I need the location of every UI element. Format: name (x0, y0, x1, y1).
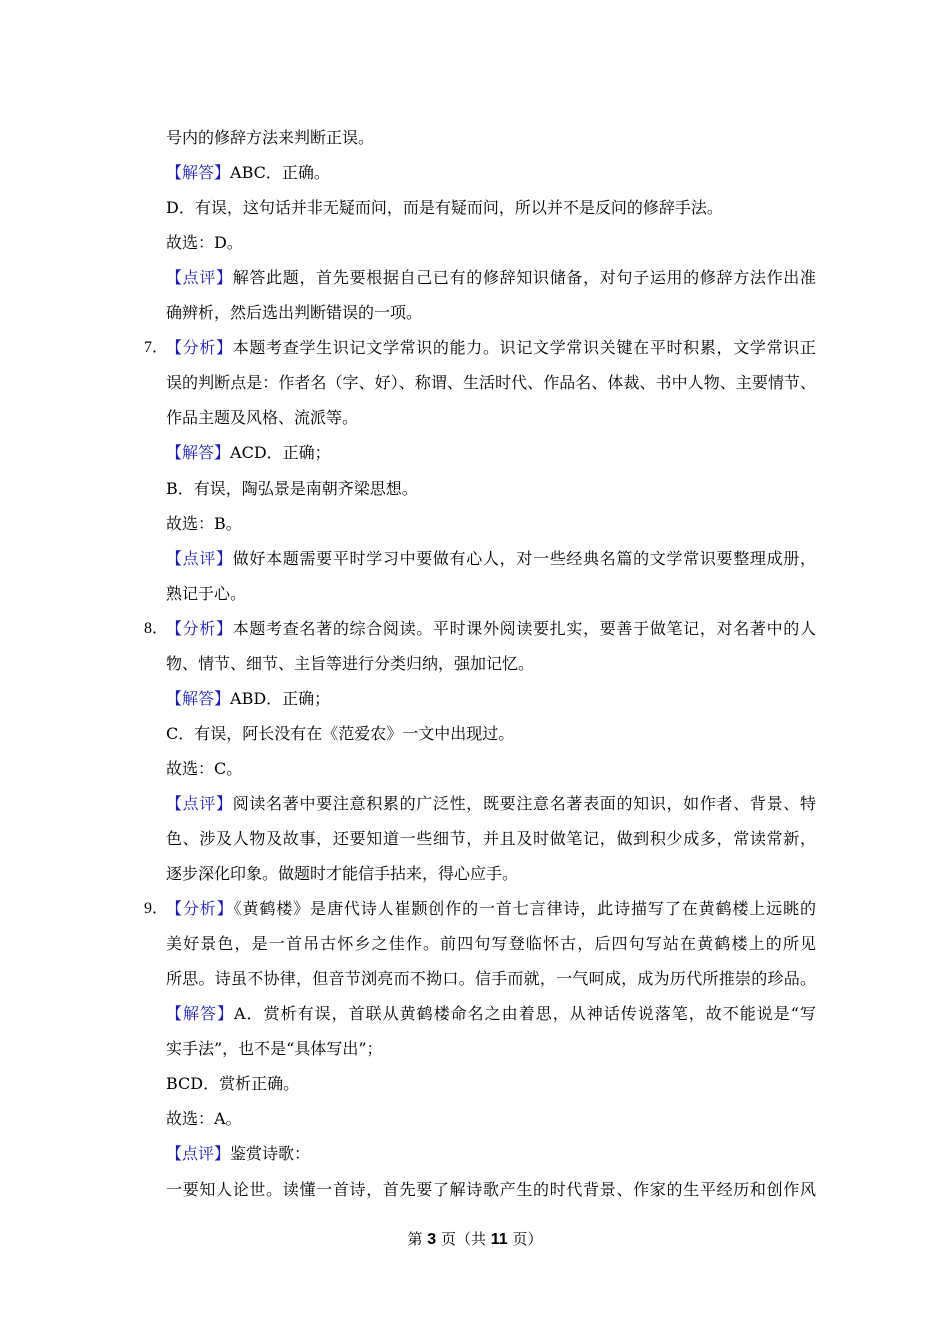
section-tag: 【点评】 (166, 1144, 231, 1163)
line-text: BCD．赏析正确。 (166, 1074, 300, 1093)
text-line (166, 1073, 816, 1095)
line-text: 故选：C。 (166, 759, 243, 778)
line-text: 故选：D。 (166, 233, 243, 252)
line-text: ABC．正确。 (230, 163, 330, 182)
text-line (166, 618, 816, 640)
line-text: B．有误，陶弘景是南朝齐梁思想。 (166, 479, 418, 498)
page-footer (0, 1228, 950, 1251)
text-line (166, 968, 816, 990)
text-line (166, 653, 816, 675)
text-line (166, 1143, 816, 1165)
text-line (166, 407, 816, 429)
question-number: 8． (144, 620, 169, 637)
section-tag: 【解答】 (166, 443, 231, 462)
text-line (166, 127, 816, 149)
line-text: 号内的修辞方法来判断正误。 (166, 128, 375, 147)
text-line (166, 197, 816, 219)
line-text: 美好景色，是一首吊古怀乡之佳作。前四句写登临怀古，后四句写站在黄鹤楼上的所见 (166, 934, 816, 953)
line-text: 误的判断点是：作者名（字、好）、称谓、生活时代、作品名、体裁、书中人物、主要情节、 (166, 373, 816, 392)
section-tag: 【解答】 (166, 1004, 235, 1023)
text-line (166, 548, 816, 570)
text-line (166, 162, 816, 184)
footer-page-number: 3 (427, 1231, 437, 1248)
text-line (166, 863, 816, 885)
text-line (166, 688, 816, 710)
line-text: 故选：B。 (166, 514, 242, 533)
section-tag: 【分析】 (166, 899, 234, 918)
line-text: 阅读名著中要注意积累的广泛性，既要注意名著表面的知识，如作者、背景、特 (232, 794, 816, 813)
line-text: 实手法”，也不是“具体写出”； (166, 1039, 383, 1058)
section-tag: 【解答】 (166, 163, 231, 182)
question-number: 7． (144, 339, 169, 356)
line-text: 色、涉及人物及故事，还要知道一些细节，并且及时做笔记，做到积少成多，常读常新， (166, 829, 816, 848)
line-text: 本题考查学生识记文学常识的能力。识记文学常识关键在平时积累，文学常识正 (232, 338, 816, 357)
section-tag: 【点评】 (166, 549, 233, 568)
line-text: A．赏析有误，首联从黄鹤楼命名之由着思，从神话传说落笔，故不能说是“写 (234, 1004, 816, 1023)
text-line (166, 1179, 816, 1201)
text-line (166, 758, 816, 780)
line-text: 解答此题，首先要根据自己已有的修辞知识储备，对句子运用的修辞方法作出准 (232, 268, 816, 287)
line-text: 确辨析，然后选出判断错误的一项。 (166, 303, 423, 322)
footer-prefix: 第 (407, 1230, 423, 1248)
line-text: 《黄鹤楼》是唐代诗人崔颢创作的一首七言律诗，此诗描写了在黄鹤楼上远眺的 (233, 899, 816, 918)
text-line (166, 337, 816, 359)
text-line (166, 267, 816, 289)
question-number: 9． (144, 900, 169, 917)
line-text: 所思。诗虽不协律，但音节浏亮而不拗口。信手而就，一气呵成，成为历代所推崇的珍品。 (166, 969, 816, 988)
text-line (166, 232, 816, 254)
line-text: 做好本题需要平时学习中要做有心人，对一些经典名篇的文学常识要整理成册， (232, 549, 816, 568)
text-line (166, 828, 816, 850)
text-line (166, 513, 816, 535)
text-line (166, 583, 816, 605)
section-tag: 【分析】 (166, 619, 233, 638)
text-line (166, 372, 816, 394)
line-text: 故选：A。 (166, 1109, 242, 1128)
line-text: D．有误，这句话并非无疑而问，而是有疑而问，所以并不是反问的修辞手法。 (166, 198, 723, 217)
footer-suffix: 页） (512, 1230, 543, 1248)
section-tag: 【点评】 (166, 794, 233, 813)
text-line (166, 478, 816, 500)
text-line (166, 302, 816, 324)
line-text: ABD．正确； (230, 689, 331, 708)
text-line (166, 793, 816, 815)
line-text: C．有误，阿长没有在《范爱农》一文中出现过。 (166, 724, 515, 743)
text-line (166, 442, 816, 464)
section-tag: 【分析】 (166, 338, 233, 357)
line-text: 一要知人论世。读懂一首诗，首先要了解诗歌产生的时代背景、作家的生平经历和创作风 (166, 1180, 816, 1199)
text-line (166, 933, 816, 955)
line-text: 鉴赏诗歌： (230, 1144, 311, 1163)
line-text: 熟记于心。 (166, 584, 247, 603)
line-text: ACD．正确； (230, 443, 331, 462)
line-text: 物、情节、细节、主旨等进行分类归纳，强加记忆。 (166, 654, 535, 673)
text-line (166, 1003, 816, 1025)
text-line (166, 1038, 816, 1060)
section-tag: 【解答】 (166, 689, 231, 708)
section-tag: 【点评】 (166, 268, 233, 287)
text-line (166, 723, 816, 745)
text-line (166, 1108, 816, 1130)
line-text: 作品主题及风格、流派等。 (166, 408, 359, 427)
footer-mid: 页（共 (440, 1230, 486, 1248)
text-line (166, 898, 816, 920)
footer-total-pages: 11 (490, 1231, 508, 1248)
line-text: 本题考查名著的综合阅读。平时课外阅读要扎实，要善于做笔记，对名著中的人 (232, 619, 816, 638)
line-text: 逐步深化印象。做题时才能信手拈来，得心应手。 (166, 864, 519, 883)
